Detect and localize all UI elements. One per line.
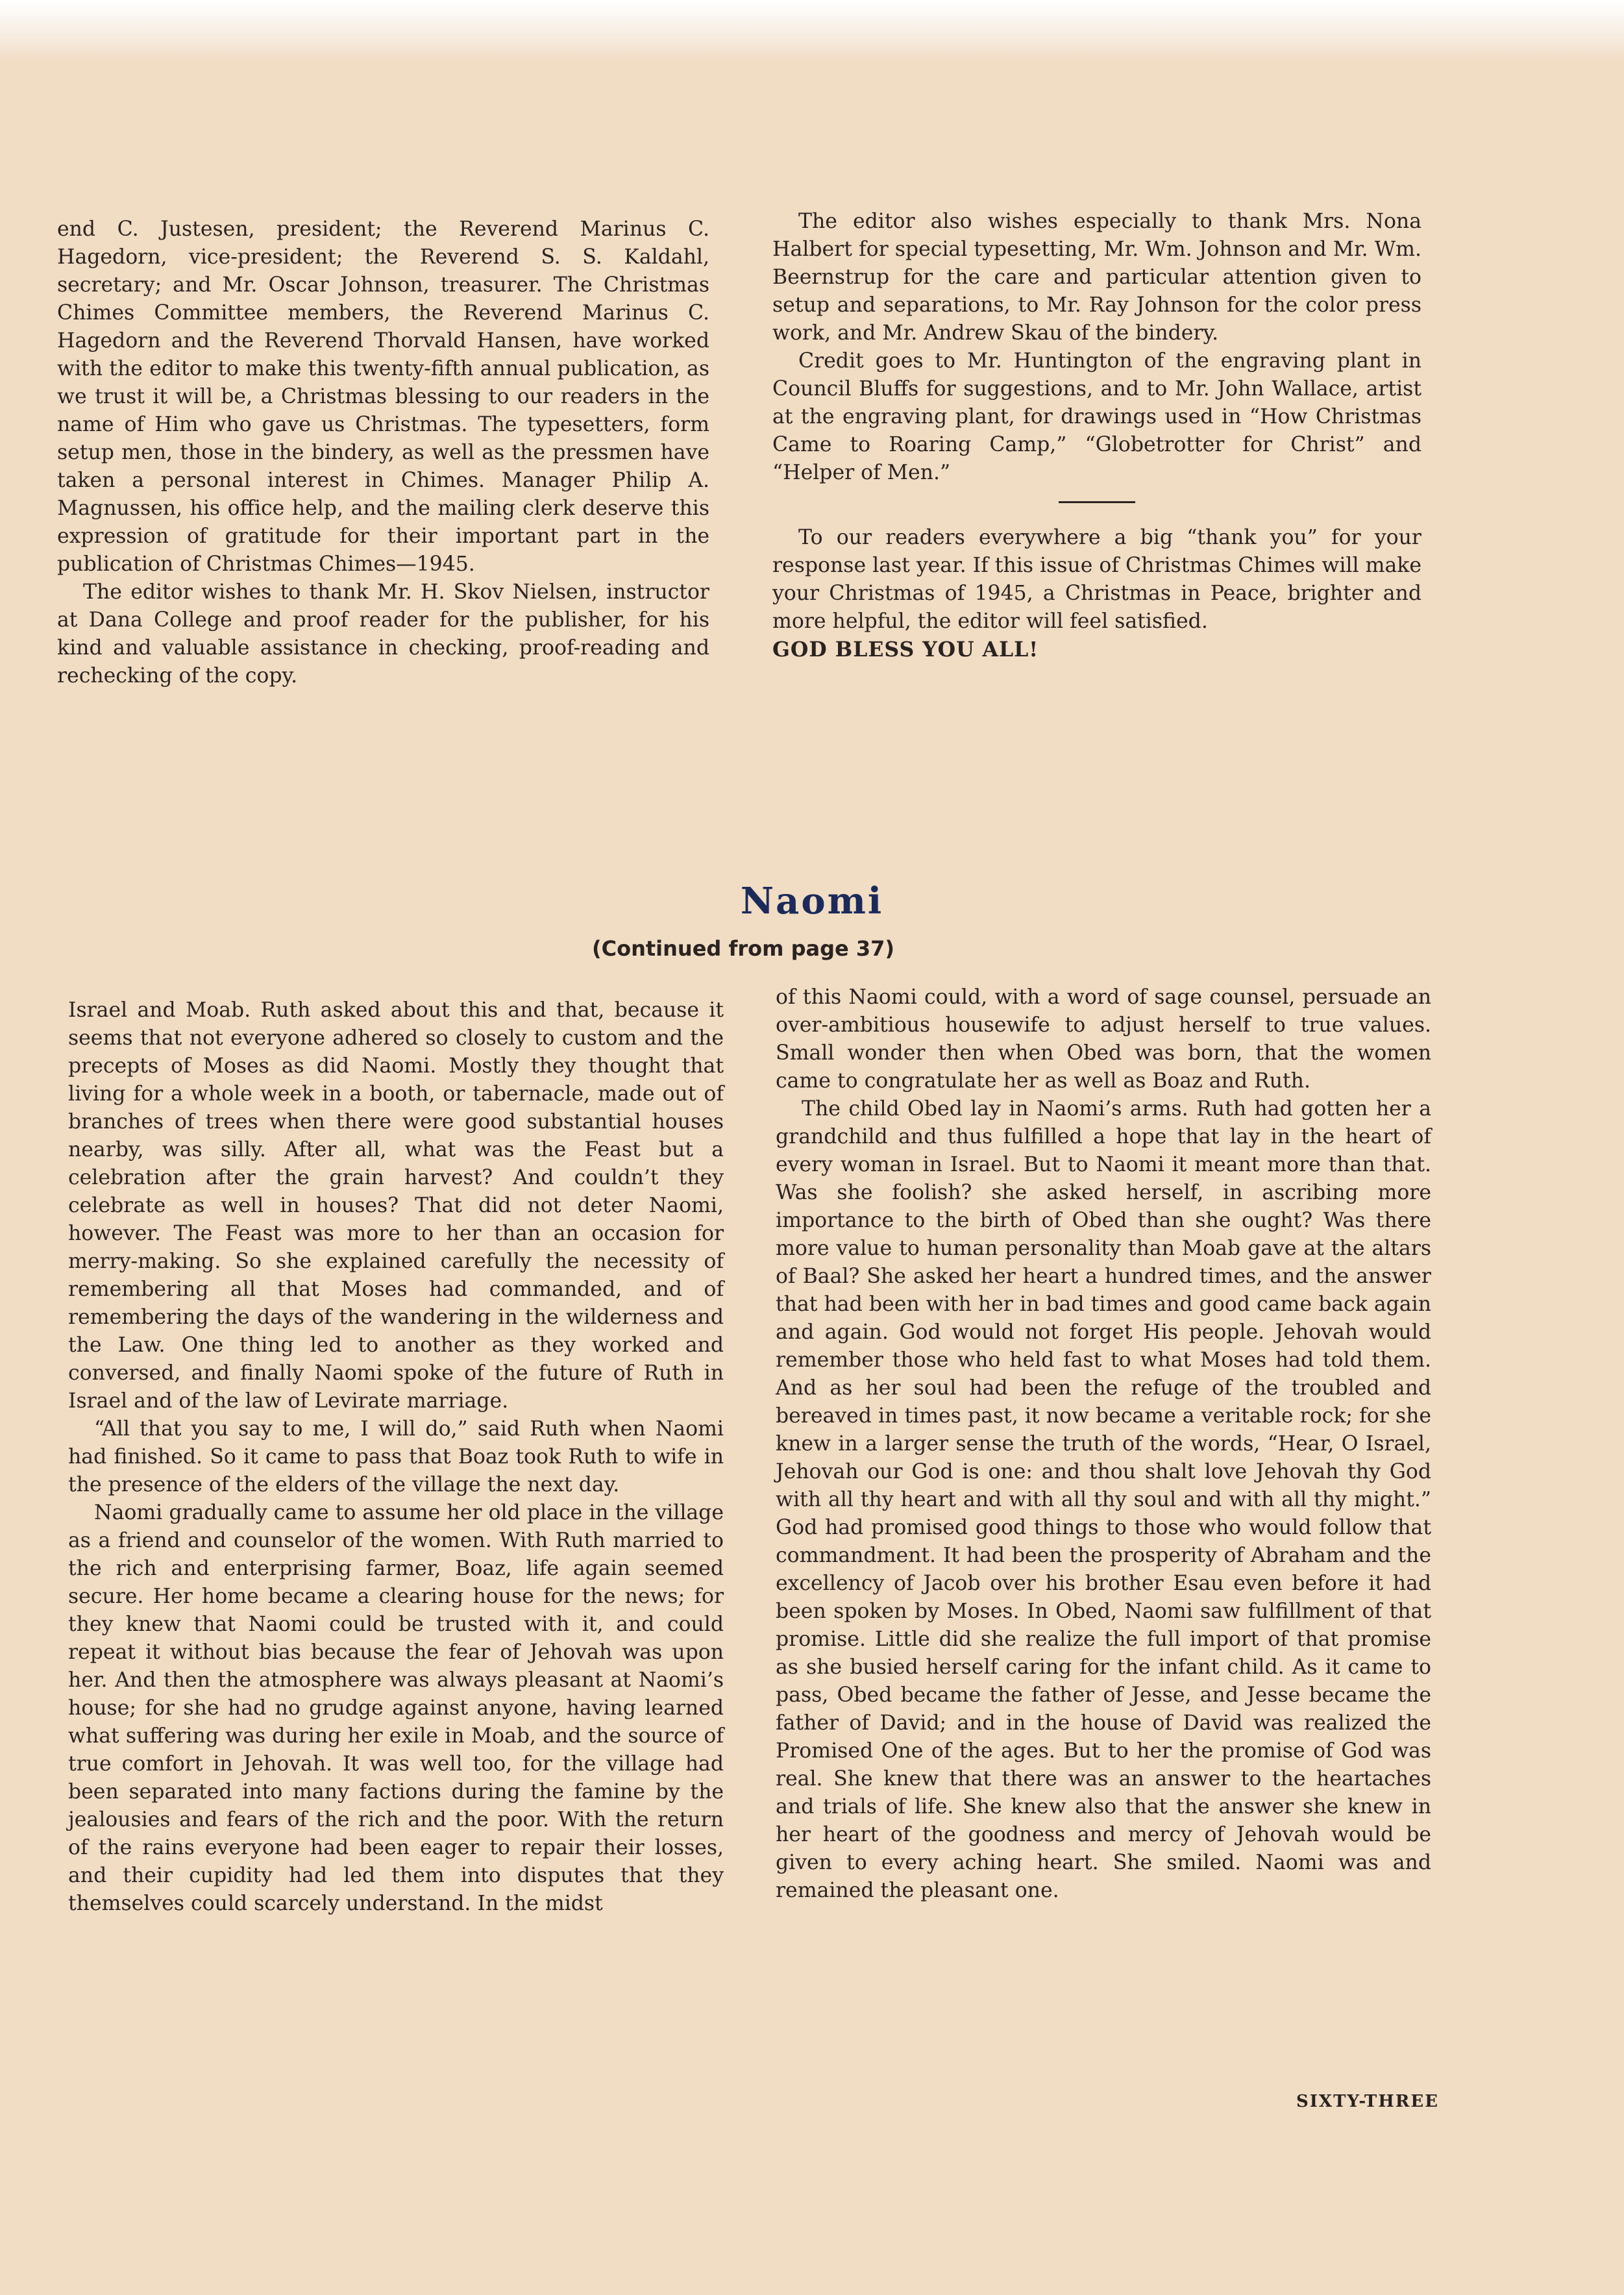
paragraph: To our readers everywhere a big “thank you” for your response last year. If this issue of Christmas Chimes will make your Christmas of 1945, a Christmas in Peace, brighter and more helpful, the editor will feel satisfied.: [772, 526, 1421, 633]
acknowledgments-right-column: [772, 208, 1421, 664]
paragraph: end C. Justesen, president; the Reverend Marinus C. Hagedorn, vice-president; the Reverend S. S. Kaldahl, secretary; and Mr. Oscar Johnson, treasurer. The Christmas Chimes Committee members, the Reverend Marinus C. Hagedorn and the Reverend Thorvald Hansen, have worked with the editor to make this twenty-fifth annual publication, as we trust it will be, a Christmas blessing to our readers in the name of Him who gave us Christmas. The typesetters, form setup men, those in the bindery, as well as the pressmen have taken a personal interest in Chimes. Manager Philip A. Magnussen, his office help, and the mailing clerk deserve this expression of gratitude for their important part in the publication of Christmas Chimes—1945.: [57, 217, 709, 576]
continued-note: (Continued from page 37): [591, 936, 895, 961]
paragraph: Israel and Moab. Ruth asked about this and that, because it seems that not everyone adhered so closely to custom and the precepts of Moses as did Naomi. Mostly they thought that living for a whole week in a booth, or tabernacle, made out of branches of trees when there were good substantial houses nearby, was silly. After all, what was the Feast but a celebration after the grain harvest? And couldn’t they celebrate as well in houses? That did not deter Naomi, however. The Feast was more to her than an occasion for merry-making. So she explained carefully the necessity of remembering all that Moses had commanded, and of remembering the days of the wandering in the wilderness and the Law. One thing led to another as they worked and conversed, and finally Naomi spoke of the future of Ruth in Israel and of the law of Levirate marriage.: [68, 999, 724, 1413]
paragraph: “All that you say to me, I will do,” said Ruth when Naomi had finished. So it came to pass that Boaz took Ruth to wife in the presence of the elders of the village the next day.: [68, 1417, 724, 1496]
article-title: Naomi: [740, 880, 884, 923]
paragraph: Credit goes to Mr. Huntington of the engraving plant in Council Bluffs for suggestions, and to Mr. John Wallace, artist at the engraving plant, for drawings used in “How Christmas Came to Roaring Camp,” “Globetrotter for Christ” and “Helper of Men.”: [772, 349, 1421, 484]
paragraph: The editor wishes to thank Mr. H. Skov Nielsen, instructor at Dana College and proof reader for the publisher, for his kind and valuable assistance in checking, proof-reading and rechecking of the copy.: [57, 580, 709, 688]
paragraph: Naomi gradually came to assume her old place in the village as a friend and counselor of the women. With Ruth married to the rich and enterprising farmer, Boaz, life again seemed secure. Her home became a clearing house for the news; for they knew that Naomi could be trusted with it, and could repeat it without bias because the fear of Jehovah was upon her. And then the atmosphere was always pleasant at Naomi’s house; for she had no grudge against anyone, having learned what suffering was during her exile in Moab, and the source of true comfort in Jehovah. It was well too, for the village had been separated into many factions during the famine by the jealousies and fears of the rich and the poor. With the return of the rains everyone had been eager to repair their losses, and their cupidity had led them into disputes that they themselves could scarcely understand. In the midst: [68, 1501, 724, 1915]
page-top-edge: [0, 0, 1624, 62]
article-right-column: [776, 984, 1431, 1905]
paragraph: The child Obed lay in Naomi’s arms. Ruth had gotten her a grandchild and thus fulfilled a hope that lay in the heart of every woman in Israel. But to Naomi it meant more than that. Was she foolish? she asked herself, in ascribing more importance to the birth of Obed than she ought? Was there more value to human personality than Moab gave at the altars of Baal? She asked her heart a hundred times, and the answer that had been with her in bad times and good came back again and again. God would not forget His people. Jehovah would remember those who held fast to what Moses had told them. And as her soul had been the refuge of the troubled and bereaved in times past, it now became a veritable rock; for she knew in a larger sense the truth of the words, “Hear, O Israel, Jehovah our God is one: and thou shalt love Jehovah thy God with all thy heart and with all thy soul and with all thy might.” God had promised good things to those who would follow that commandment. It had been the prosperity of Abraham and the excellency of Jacob over his brother Esau even before it had been spoken by Moses. In Obed, Naomi saw fulfillment of that promise. Little did she realize the full import of that promise as she busied herself caring for the infant child. As it came to pass, Obed became the father of Jesse, and Jesse became the father of David; and in the house of David was realized the Promised One of the ages. But to her the promise of God was real. She knew that there was an answer to the heartaches and trials of life. She knew also that the answer she knew in her heart of the goodness and mercy of Jehovah would be given to every aching heart. She smiled. Naomi was and remained the pleasant one.: [776, 1097, 1431, 1902]
article-left-column: [68, 997, 724, 1918]
paragraph: The editor also wishes especially to thank Mrs. Nona Halbert for special typesetting, Mr. Wm. Johnson and Mr. Wm. Beernstrup for the care and particular attention given to setup and separations, to Mr. Ray Johnson for the color press work, and Mr. Andrew Skau of the bindery.: [772, 210, 1421, 345]
page-number: SIXTY-THREE: [1296, 2092, 1439, 2111]
paragraph: of this Naomi could, with a word of sage counsel, persuade an over-ambitious housewife to adjust herself to true values. Small wonder then when Obed was born, that the women came to congratulate her as well as Boaz and Ruth.: [776, 986, 1431, 1093]
closing-line: GOD BLESS YOU ALL!: [772, 638, 1039, 662]
divider-rule: [1059, 501, 1135, 503]
acknowledgments-left-column: [57, 216, 709, 690]
